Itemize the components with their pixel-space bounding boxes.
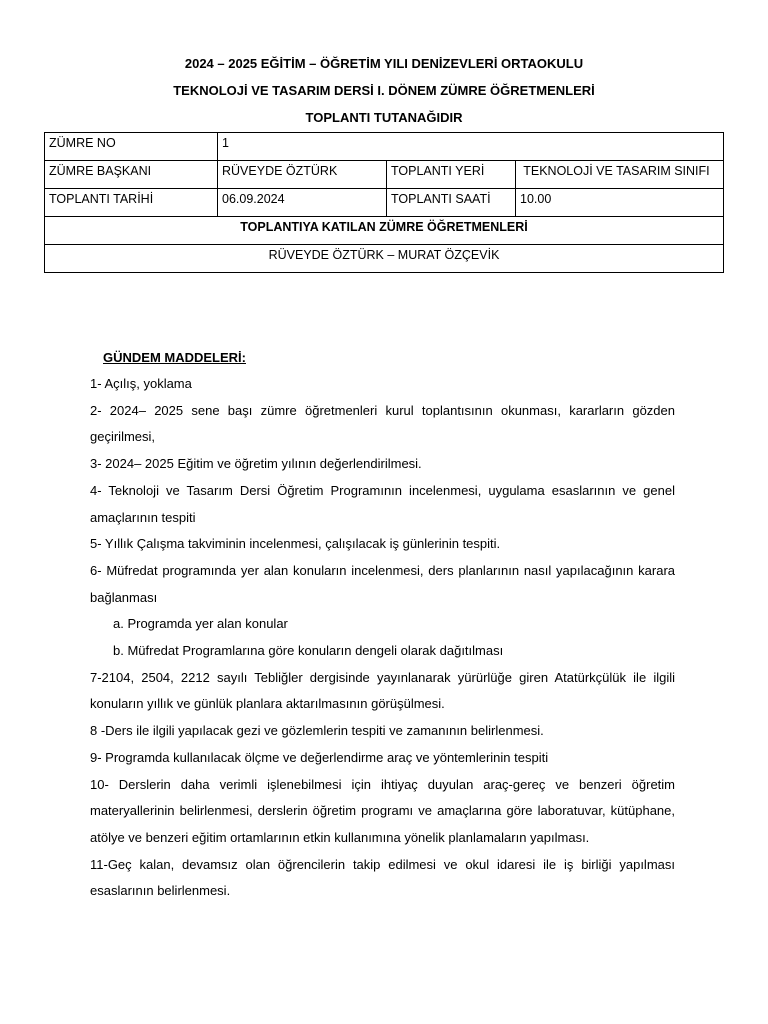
participants-header: TOPLANTIYA KATILAN ZÜMRE ÖĞRETMENLERİ xyxy=(45,217,724,245)
agenda-item: 4- Teknoloji ve Tasarım Dersi Öğretim Programının incelenmesi, uygulama esaslarının ve genel amaçlarının tespiti xyxy=(90,482,675,525)
toplanti-tarihi-value: 06.09.2024 xyxy=(218,189,387,217)
toplanti-saati-label: TOPLANTI SAATİ xyxy=(387,189,516,217)
table-row xyxy=(45,245,724,273)
participants-list: RÜVEYDE ÖZTÜRK – MURAT ÖZÇEVİK xyxy=(45,245,724,273)
toplanti-tarihi-label: TOPLANTI TARİHİ xyxy=(45,189,218,217)
table-row xyxy=(45,133,724,161)
agenda-subitem: b. Müfredat Programlarına göre konuların dengeli olarak dağıtılması xyxy=(113,643,504,659)
document-header xyxy=(0,50,768,131)
agenda-title: GÜNDEM MADDELERİ: xyxy=(103,350,246,365)
agenda-item: 2- 2024– 2025 sene başı zümre öğretmenleri kurul toplantısının okunması, kararların gözden geçirilmesi, xyxy=(90,402,675,445)
toplanti-yeri-value: TEKNOLOJİ VE TASARIM SINIFI xyxy=(516,161,724,189)
agenda-item: 6- Müfredat programında yer alan konuların incelenmesi, ders planlarının nasıl yapılacağının karara bağlanması xyxy=(90,562,675,605)
header-department-line: TEKNOLOJİ VE TASARIM DERSİ I. DÖNEM ZÜMRE ÖĞRETMENLERİ xyxy=(173,83,595,98)
agenda-item: 5- Yıllık Çalışma takviminin incelenmesi, çalışılacak iş günlerinin tespiti. xyxy=(90,536,501,552)
agenda-item: 9- Programda kullanılacak ölçme ve değerlendirme araç ve yöntemlerinin tespiti xyxy=(90,749,549,765)
zumre-no-value: 1 xyxy=(218,133,724,161)
zumre-baskani-value: RÜVEYDE ÖZTÜRK xyxy=(218,161,387,189)
header-document-title: TOPLANTI TUTANAĞIDIR xyxy=(305,110,463,125)
agenda-item: 10- Derslerin daha verimli işlenebilmesi için ihtiyaç duyulan araç-gereç ve benzeri öğretim materyallerinin belirlenmesi, derslerin öğretim programı ve amaçlarına göre laboratuvar, kütüphane, atölye ve benzeri eğitim ortamlarının etkin kullanımına yönelik planlamaların yapılması. xyxy=(90,776,675,845)
table-row xyxy=(45,189,724,217)
header-school-line: 2024 – 2025 EĞİTİM – ÖĞRETİM YILI DENİZEVLERİ ORTAOKULU xyxy=(184,56,584,71)
agenda-section xyxy=(90,345,675,905)
toplanti-saati-value: 10.00 xyxy=(516,189,724,217)
agenda-item: 8 -Ders ile ilgili yapılacak gezi ve gözlemlerin tespiti ve zamanının belirlenmesi. xyxy=(90,723,544,739)
zumre-baskani-label: ZÜMRE BAŞKANI xyxy=(45,161,218,189)
table-row xyxy=(45,217,724,245)
agenda-item: 1- Açılış, yoklama xyxy=(90,376,192,391)
zumre-no-label: ZÜMRE NO xyxy=(45,133,218,161)
agenda-item: 7-2104, 2504, 2212 sayılı Tebliğler dergisinde yayınlanarak yürürlüğe giren Atatürkçülük ile ilgili konuların yıllık ve günlük planlara aktarılmasının görüşülmesi. xyxy=(90,669,675,712)
meeting-info-table xyxy=(44,132,724,273)
table-row xyxy=(45,161,724,189)
agenda-item: 3- 2024– 2025 Eğitim ve öğretim yılının değerlendirilmesi. xyxy=(90,456,422,472)
agenda-item: 11-Geç kalan, devamsız olan öğrencilerin takip edilmesi ve okul idaresi ile iş birliği yapılması esaslarının belirlenmesi. xyxy=(90,856,675,899)
agenda-subitem: a. Programda yer alan konular xyxy=(113,616,288,632)
toplanti-yeri-label: TOPLANTI YERİ xyxy=(387,161,516,189)
